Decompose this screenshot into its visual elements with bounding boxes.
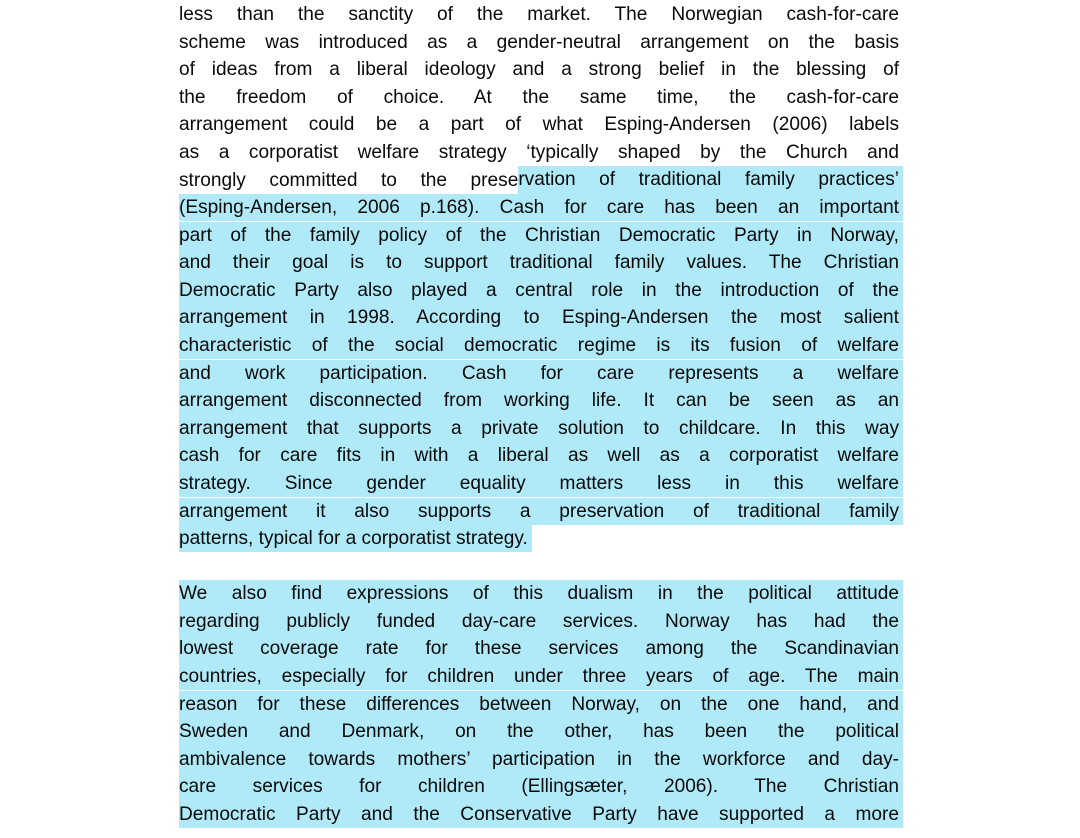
text-line [179,691,899,719]
highlighted-text: Sweden and Denmark, on the other, has been the political [179,718,899,745]
highlighted-text: arrangement it also supports a preservation of traditional family [179,498,899,525]
text-segment: strongly committed to the prese [179,169,519,191]
text-line [179,525,899,553]
highlighted-text: lowest coverage rate for these services among the Scandinavian [179,635,899,662]
text-line [179,332,899,360]
highlighted-text: cash for care fits in with a liberal as well as a corporatist welfare [179,442,899,469]
highlighted-text: and their goal is to support traditional family values. The Christian [179,249,899,276]
highlighted-text: part of the family policy of the Christian Democratic Party in Norway, [179,222,899,249]
text-line [179,498,899,526]
text-segment: less than the sanctity of the market. The Norwegian cash-for-care [179,4,899,25]
highlighted-text: strategy. Since gender equality matters less in this welfare [179,470,899,497]
text-line [179,636,899,664]
text-segment: as a corporatist welfare strategy ‘typically shaped by the Church and [179,141,899,163]
text-line [179,277,899,305]
text-column [179,1,899,829]
text-line [179,470,899,498]
highlighted-text: Democratic Party also played a central role in the introduction of the [179,277,899,304]
highlighted-text: care services for children (Ellingsæter, 2006). The Christian [179,773,899,800]
text-line [179,249,899,277]
text-line [179,387,899,415]
text-line [179,746,899,774]
text-segment: scheme was introduced as a gender-neutral arrangement on the basis [179,31,899,53]
text-line [179,801,899,829]
text-line [179,139,899,167]
text-line [179,111,899,139]
highlighted-text: characteristic of the social democratic regime is its fusion of welfare [179,332,899,359]
text-segment: arrangement could be a part of what Esping-Andersen (2006) labels [179,114,899,136]
highlighted-text: We also find expressions of this dualism in the political attitude [179,580,899,607]
text-line [179,305,899,333]
text-line [179,84,899,112]
paragraph [179,1,899,553]
text-line [179,718,899,746]
highlighted-text: rvation of traditional family practices’ [518,166,899,193]
text-line [179,222,899,250]
highlighted-text: regarding publicly funded day-care services. Norway has had the [179,608,899,635]
text-line [179,194,899,222]
text-segment: of ideas from a liberal ideology and a strong belief in the blessing of [179,59,899,81]
paragraph [179,580,899,828]
highlighted-text: arrangement that supports a private solution to childcare. In this way [179,415,899,442]
highlighted-text: arrangement disconnected from working life. It can be seen as an [179,387,899,414]
highlighted-text: patterns, typical for a corporatist strategy. [179,525,528,552]
text-line [179,360,899,388]
text-line [179,443,899,471]
highlighted-text: and work participation. Cash for care represents a welfare [179,360,899,387]
text-line [179,608,899,636]
highlighted-text: arrangement in 1998. According to Esping-Andersen the most salient [179,304,899,331]
text-line [179,580,899,608]
text-segment: the freedom of choice. At the same time, the cash-for-care [179,86,899,108]
text-line [179,663,899,691]
highlighted-text: ambivalence towards mothers’ participation in the workforce and day- [179,746,899,773]
text-line [179,774,899,802]
highlighted-text: (Esping-Andersen, 2006 p.168). Cash for care has been an important [179,194,899,221]
highlighted-text: countries, especially for children under three years of age. The main [179,663,899,690]
text-line [179,415,899,443]
text-line [179,167,899,195]
text-line [179,56,899,84]
highlighted-text: reason for these differences between Norway, on the one hand, and [179,691,899,718]
text-line [179,29,899,57]
highlighted-text: Democratic Party and the Conservative Party have supported a more [179,801,899,828]
text-line [179,1,899,29]
